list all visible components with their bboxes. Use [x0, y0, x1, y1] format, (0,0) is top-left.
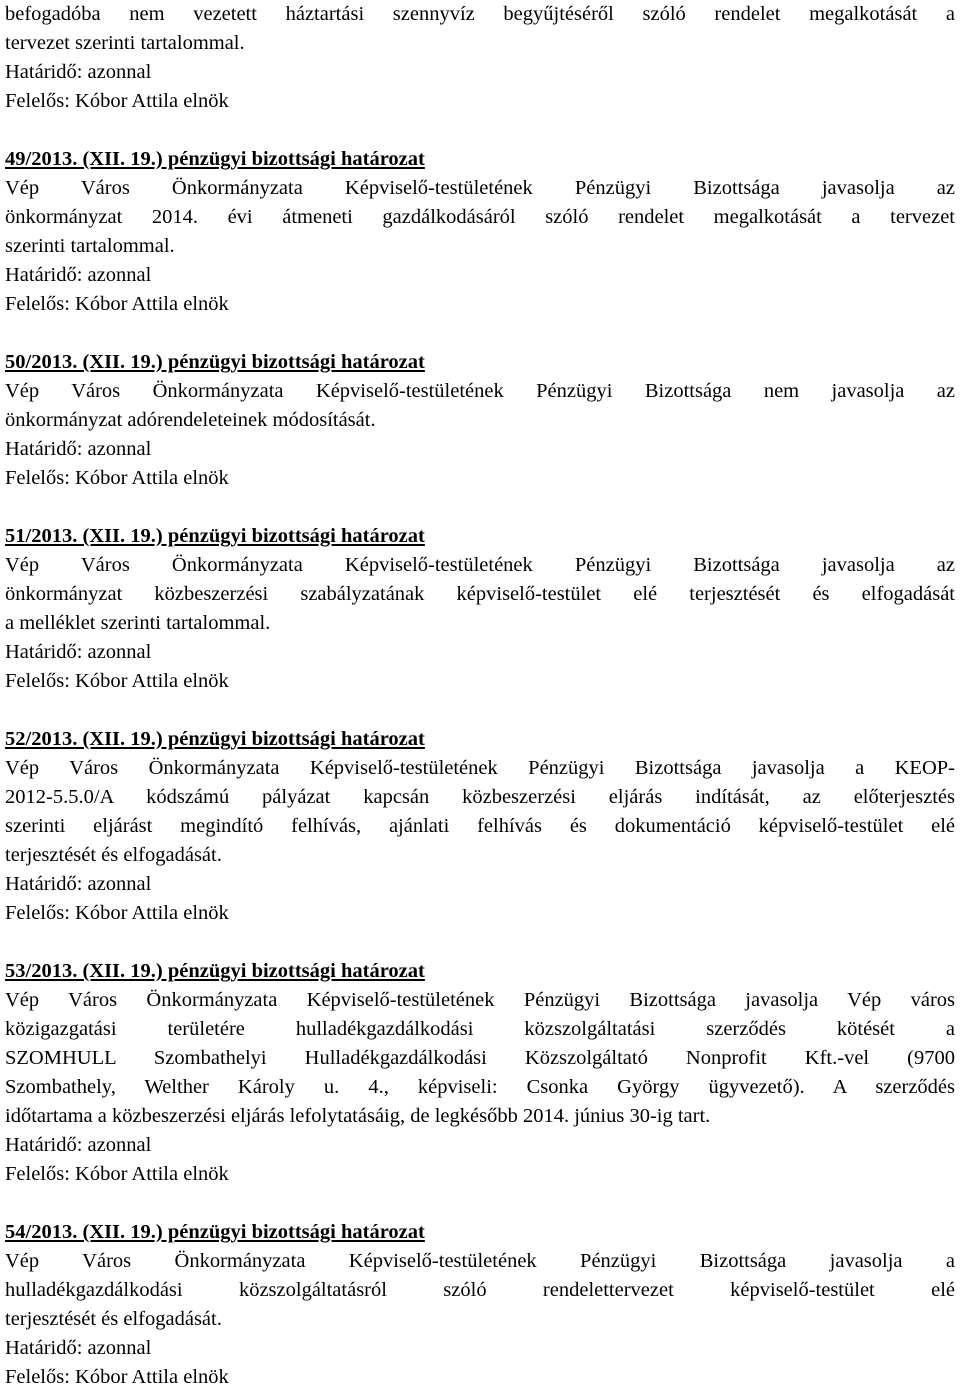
body-line: tervezet szerinti tartalommal. [5, 32, 245, 54]
body-line: a melléklet szerinti tartalommal. [5, 612, 271, 634]
body-line: időtartama a közbeszerzési eljárás lefolytatásáig, de legkésőbb 2014. június 30-ig tart. [5, 1105, 711, 1127]
deadline-line: Határidő: azonnal [5, 438, 152, 460]
responsible-line: Felelős: Kóbor Attila elnök [5, 670, 229, 692]
body-line: Vép Város Önkormányzata Képviselő-testületének Pénzügyi Bizottsága javasolja a KEOP- [5, 757, 955, 779]
body-line: befogadóba nem vezetett háztartási szennyvíz begyűjtéséről szóló rendelet megalkotását a [5, 3, 955, 25]
body-line: Vép Város Önkormányzata Képviselő-testületének Pénzügyi Bizottsága javasolja Vép város [5, 989, 955, 1011]
responsible-line: Felelős: Kóbor Attila elnök [5, 1163, 229, 1185]
responsible-line: Felelős: Kóbor Attila elnök [5, 90, 229, 112]
resolution-heading: 52/2013. (XII. 19.) pénzügyi bizottsági határozat [5, 728, 425, 750]
body-line: Vép Város Önkormányzata Képviselő-testületének Pénzügyi Bizottsága nem javasolja az [5, 380, 955, 402]
resolution-53 [5, 957, 955, 1189]
body-line: terjesztését és elfogadását. [5, 1308, 222, 1330]
resolution-heading: 54/2013. (XII. 19.) pénzügyi bizottsági határozat [5, 1221, 425, 1243]
body-line: közigazgatási területére hulladékgazdálkodási közszolgáltatási szerződés kötését a [5, 1018, 955, 1040]
resolution-heading: 49/2013. (XII. 19.) pénzügyi bizottsági határozat [5, 148, 425, 170]
deadline-line: Határidő: azonnal [5, 1134, 152, 1156]
responsible-line: Felelős: Kóbor Attila elnök [5, 1366, 229, 1388]
responsible-line: Felelős: Kóbor Attila elnök [5, 467, 229, 489]
responsible-line: Felelős: Kóbor Attila elnök [5, 902, 229, 924]
resolution-51 [5, 522, 955, 696]
resolution-52 [5, 725, 955, 928]
body-line: hulladékgazdálkodási közszolgáltatásról szóló rendelettervezet képviselő-testület elé [5, 1279, 955, 1301]
responsible-line: Felelős: Kóbor Attila elnök [5, 293, 229, 315]
resolution-54 [5, 1218, 955, 1392]
body-line: terjesztését és elfogadását. [5, 844, 222, 866]
body-line: Szombathely, Welther Károly u. 4., képviseli: Csonka György ügyvezető). A szerződés [5, 1076, 955, 1098]
body-line: önkormányzat közbeszerzési szabályzatának képviselő-testület elé terjesztését és elfogadását [5, 583, 955, 605]
body-line: Vép Város Önkormányzata Képviselő-testületének Pénzügyi Bizottsága javasolja a [5, 1250, 955, 1272]
deadline-line: Határidő: azonnal [5, 264, 152, 286]
deadline-line: Határidő: azonnal [5, 61, 152, 83]
body-line: Vép Város Önkormányzata Képviselő-testületének Pénzügyi Bizottsága javasolja az [5, 177, 955, 199]
body-line: önkormányzat adórendeleteinek módosítását. [5, 409, 376, 431]
deadline-line: Határidő: azonnal [5, 873, 152, 895]
body-line: Vép Város Önkormányzata Képviselő-testületének Pénzügyi Bizottsága javasolja az [5, 554, 955, 576]
resolution-heading: 53/2013. (XII. 19.) pénzügyi bizottsági határozat [5, 960, 425, 982]
body-line: önkormányzat 2014. évi átmeneti gazdálkodásáról szóló rendelet megalkotását a tervezet [5, 206, 955, 228]
resolution-heading: 50/2013. (XII. 19.) pénzügyi bizottsági határozat [5, 351, 425, 373]
deadline-line: Határidő: azonnal [5, 641, 152, 663]
body-line: SZOMHULL Szombathelyi Hulladékgazdálkodási Közszolgáltató Nonprofit Kft.-vel (9700 [5, 1047, 955, 1069]
deadline-line: Határidő: azonnal [5, 1337, 152, 1359]
body-line: szerinti tartalommal. [5, 235, 175, 257]
resolution-50 [5, 348, 955, 493]
intro-block [5, 0, 955, 116]
body-line: szerinti eljárást megindító felhívás, ajánlati felhívás és dokumentáció képviselő-testület elé [5, 815, 955, 837]
body-line: 2012-5.5.0/A kódszámú pályázat kapcsán közbeszerzési eljárás indítását, az előterjesztés [5, 786, 955, 808]
resolution-49 [5, 145, 955, 319]
resolution-heading: 51/2013. (XII. 19.) pénzügyi bizottsági határozat [5, 525, 425, 547]
